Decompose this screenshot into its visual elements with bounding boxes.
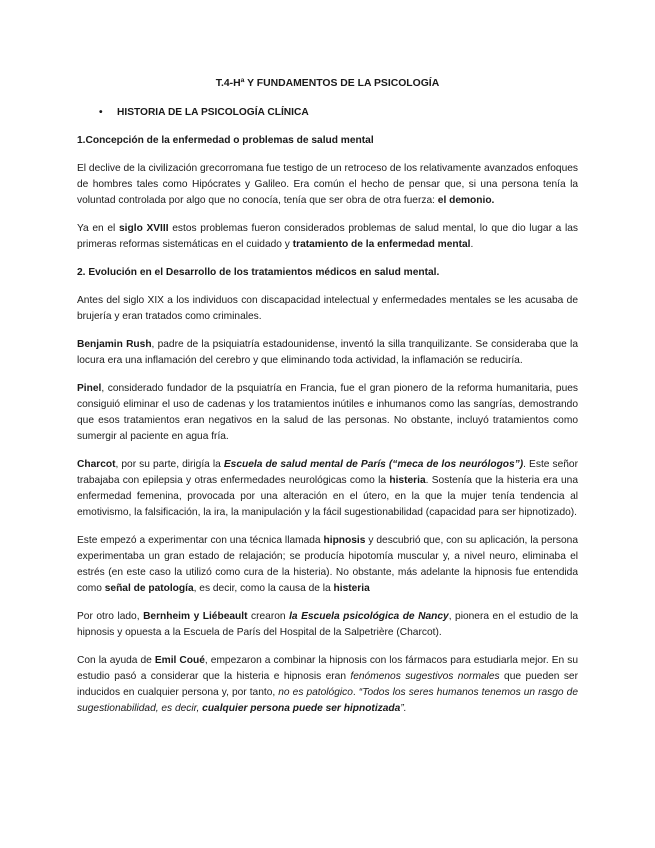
bold-senal-patologia: señal de patología bbox=[104, 583, 194, 594]
bold-tratamiento: tratamiento de la enfermedad mental bbox=[292, 239, 471, 250]
bold-charcot: Charcot bbox=[77, 459, 116, 470]
italic-fenomenos: fenómenos sugestivos normales bbox=[350, 671, 500, 682]
bold-hipnosis: hipnosis bbox=[323, 535, 366, 546]
paragraph-siglo-xix: Antes del siglo XIX a los individuos con discapacidad intelectual y enfermedades mentales se les acusaba de brujería y eran tratados como criminales. bbox=[77, 295, 578, 322]
bold-rush: Benjamin Rush bbox=[77, 339, 152, 350]
italic-escuela-paris: Escuela de salud mental de París (“meca de los neurólogos”) bbox=[223, 459, 524, 470]
paragraph-declive: El declive de la civilización grecorromana fue testigo de un retroceso de los relativamente avanzados enfoques de hombres tales como Hipócrates y Galileo. Era común el hecho de pensar que, si una persona tenía la voluntad controlada por algo que no conocía, tenía que ser obra de otra fuerza: el demonio. bbox=[77, 163, 578, 206]
bold-histeria-2: histeria bbox=[333, 583, 370, 594]
italic-quote: “Todos los seres humanos tenemos un rasgo de sugestionabilidad, es decir, cualquier persona puede ser hipnotizada”. bbox=[77, 687, 578, 714]
bullet-icon: • bbox=[99, 107, 103, 118]
bold-demonio: el demonio. bbox=[437, 195, 495, 206]
bold-pinel: Pinel bbox=[77, 383, 102, 394]
italic-escuela-nancy: la Escuela psicológica de Nancy bbox=[289, 611, 449, 622]
paragraph-siglo-xviii: Ya en el siglo XVIII estos problemas fueron considerados problemas de salud mental, lo que dio lugar a las primeras reformas sistemáticas en el cuidado y tratamiento de la enfermedad mental. bbox=[77, 223, 579, 250]
paragraph-hipnosis: Este empezó a experimentar con una técnica llamada hipnosis y descubrió que, con su aplicación, la persona experimentaba un gran estado de relajación; se producía hipotomía muscular y, a nivel neuro, eliminaba el estrés (en este caso la utilizó como cura de la histeria). No obstante, más adelante la hipnosis fue entendida como señal de patología, es decir, como la causa de la histeria bbox=[77, 535, 578, 594]
bullet-item-historia bbox=[77, 105, 578, 121]
bold-coue: Emil Coué bbox=[154, 655, 205, 666]
paragraph-pinel: Pinel, considerado fundador de la psquiatría en Francia, fue el gran pionero de la reforma humanitaria, pues consiguió eliminar el uso de cadenas y los tratamientos inútiles e inhumanos como las sangrías, demostrando que esos tratamientos eran negativos en la salud de las personas. No obstante, incluyó tratamientos como sumergir al paciente en agua fría. bbox=[77, 383, 578, 442]
bold-histeria: histeria bbox=[389, 475, 426, 486]
document-page bbox=[77, 76, 578, 717]
section-1-heading: 1.Concepción de la enfermedad o problemas de salud mental bbox=[77, 135, 374, 146]
paragraph-coue: Con la ayuda de Emil Coué, empezaron a combinar la hipnosis con los fármacos para estudiarla mejor. En su estudio pasó a considerar que la histeria e hipnosis eran fenómenos sugestivos normales que pueden ser inducidos en cualquier persona y, por tanto, no es patológico. “Todos los seres humanos tenemos un rasgo de sugestionabilidad, es decir, cualquier persona puede ser hipnotizada”. bbox=[77, 655, 578, 714]
paragraph-rush: Benjamin Rush, padre de la psiquiatría estadounidense, inventó la silla tranquilizante. Se consideraba que la locura era una inflamación del cerebro y que eliminando toda actividad, la inflamación se reduciría. bbox=[77, 339, 578, 366]
page-title: T.4-Hª Y FUNDAMENTOS DE LA PSICOLOGÍA bbox=[215, 78, 440, 89]
section-2-heading: 2. Evolución en el Desarrollo de los tratamientos médicos en salud mental. bbox=[77, 267, 440, 278]
bold-quote: cualquier persona puede ser hipnotizada bbox=[202, 703, 401, 714]
bold-siglo: siglo XVIII bbox=[119, 223, 169, 234]
paragraph-nancy: Por otro lado, Bernheim y Liébeault crearon la Escuela psicológica de Nancy, pionera en el estudio de la hipnosis y opuesta a la Escuela de París del Hospital de la Salpetrière (Charcot). bbox=[77, 611, 578, 638]
bold-bernheim: Bernheim y Liébeault bbox=[143, 611, 248, 622]
paragraph-charcot: Charcot, por su parte, dirigía la Escuela de salud mental de París (“meca de los neurólogos”). Este señor trabajaba con epilepsia y otras enfermedades neurológicas como la histeria. Sostenía que la histeria era una enfermedad femenina, provocada por una alteración en el útero, en la que la mujer tenía tendencia al emotivismo, la falsificación, la ira, la manipulación y la fácil sugestionabilidad (capacidad para ser hipnotizado). bbox=[77, 459, 579, 518]
bullet-label: HISTORIA DE LA PSICOLOGÍA CLÍNICA bbox=[117, 107, 309, 118]
italic-no-patologico: no es patológico bbox=[278, 687, 353, 698]
